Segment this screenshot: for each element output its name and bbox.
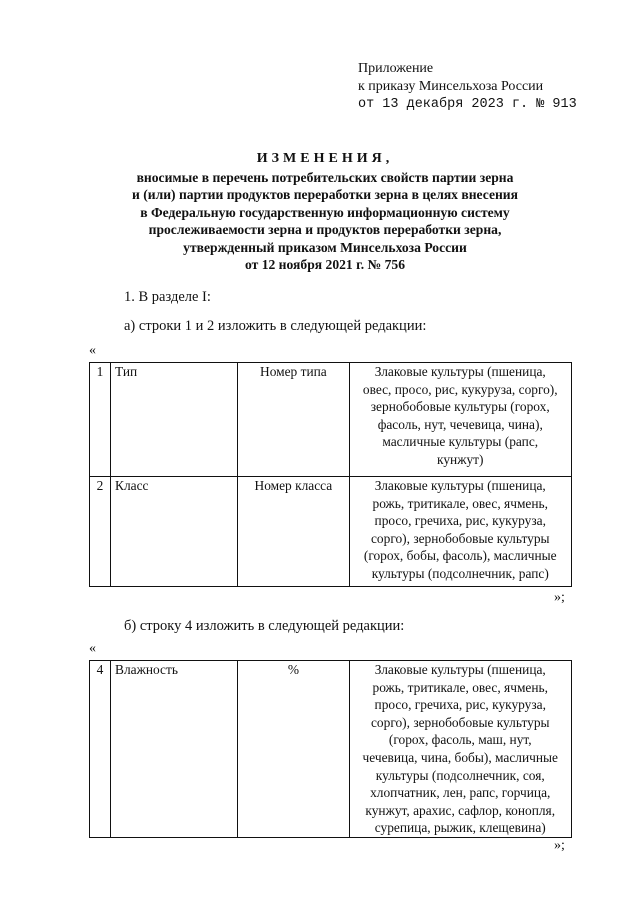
crop-line: просо, гречиха, рис, кукуруза, (374, 697, 546, 713)
table-row (90, 477, 572, 587)
crop-line: кунжут) (437, 451, 484, 467)
crop-line: чечевица, чина, бобы), масличные (362, 749, 558, 765)
table-a (89, 362, 572, 587)
title-line: утвержденный приказом Минсельхоза России (183, 239, 467, 255)
table-row (90, 363, 572, 477)
crop-line: рожь, тритикале, овес, ячмень, (372, 679, 548, 695)
appendix-header (358, 60, 577, 114)
property-unit: % (238, 661, 349, 838)
property-name: Класс (111, 477, 238, 587)
appendix-order-date: от 13 декабря 2023 г. № 913 (358, 97, 577, 112)
crop-line: сорго), зернобобовые культуры (370, 714, 550, 730)
section-1-heading: 1. В разделе I: (124, 289, 211, 305)
quote-open-a: « (89, 343, 96, 358)
row-number: 1 (90, 363, 111, 477)
crop-line: фасоль, нут, чечевица, чина), (377, 416, 543, 432)
item-b-text: б) строку 4 изложить в следующей редакции: (124, 618, 405, 634)
crop-list (349, 477, 572, 587)
crop-list (349, 661, 572, 838)
crop-line: зернобобовые культуры (горох, (370, 399, 550, 415)
quote-open-b: « (89, 641, 96, 656)
crop-line: овес, просо, рис, кукуруза, сорго), (362, 381, 558, 397)
property-unit: Номер класса (238, 477, 349, 587)
property-unit: Номер типа (238, 363, 349, 477)
title-line: от 12 ноября 2021 г. № 756 (245, 257, 405, 272)
row-number: 2 (90, 477, 111, 587)
crop-line: хлопчатник, лен, рапс, горчица, (370, 785, 551, 801)
table-b (89, 660, 572, 838)
quote-close-a: »; (554, 590, 565, 605)
property-name: Тип (111, 363, 238, 477)
title-line: вносимые в перечень потребительских свойств партии зерна (136, 169, 514, 185)
title-line: прослеживаемости зерна и продуктов переработки зерна, (148, 222, 502, 237)
crop-line: просо, гречиха, рис, кукуруза, (374, 513, 546, 529)
table-row (90, 661, 572, 838)
item-a-text: а) строки 1 и 2 изложить в следующей редакции: (124, 318, 427, 334)
crop-line: кунжут, арахис, сафлор, конопля, (365, 802, 556, 818)
crop-line: Злаковые культуры (пшеница, (374, 478, 546, 493)
crop-list (349, 363, 572, 477)
quote-close-b: »; (554, 838, 565, 853)
crop-line: сорго), зернобобовые культуры (370, 530, 550, 546)
property-name: Влажность (111, 661, 238, 838)
appendix-title: Приложение (358, 61, 434, 76)
crop-line: (горох, бобы, фасоль), масличные (363, 548, 557, 564)
title-line: в Федеральную государственную информационную систему (140, 204, 510, 220)
crop-line: Злаковые культуры (пшеница, (374, 364, 546, 379)
title-line: и (или) партии продуктов переработки зерна в целях внесения (131, 187, 518, 202)
appendix-order-ref: к приказу Минсельхоза России (358, 79, 544, 94)
crop-line: масличные культуры (рапс, (382, 434, 539, 450)
row-number: 4 (90, 661, 111, 838)
document-title (60, 150, 590, 274)
crop-line: сурепица, рыжик, клещевина) (374, 820, 546, 836)
crop-line: Злаковые культуры (пшеница, (374, 662, 546, 677)
crop-line: (горох, фасоль, маш, нут, (388, 732, 532, 748)
crop-line: культуры (подсолнечник, соя, (375, 767, 545, 783)
title-heading: ИЗМЕНЕНИЯ, (256, 151, 394, 166)
crop-line: рожь, тритикале, овес, ячмень, (372, 495, 548, 511)
crop-line: культуры (подсолнечник, рапс) (371, 565, 549, 581)
